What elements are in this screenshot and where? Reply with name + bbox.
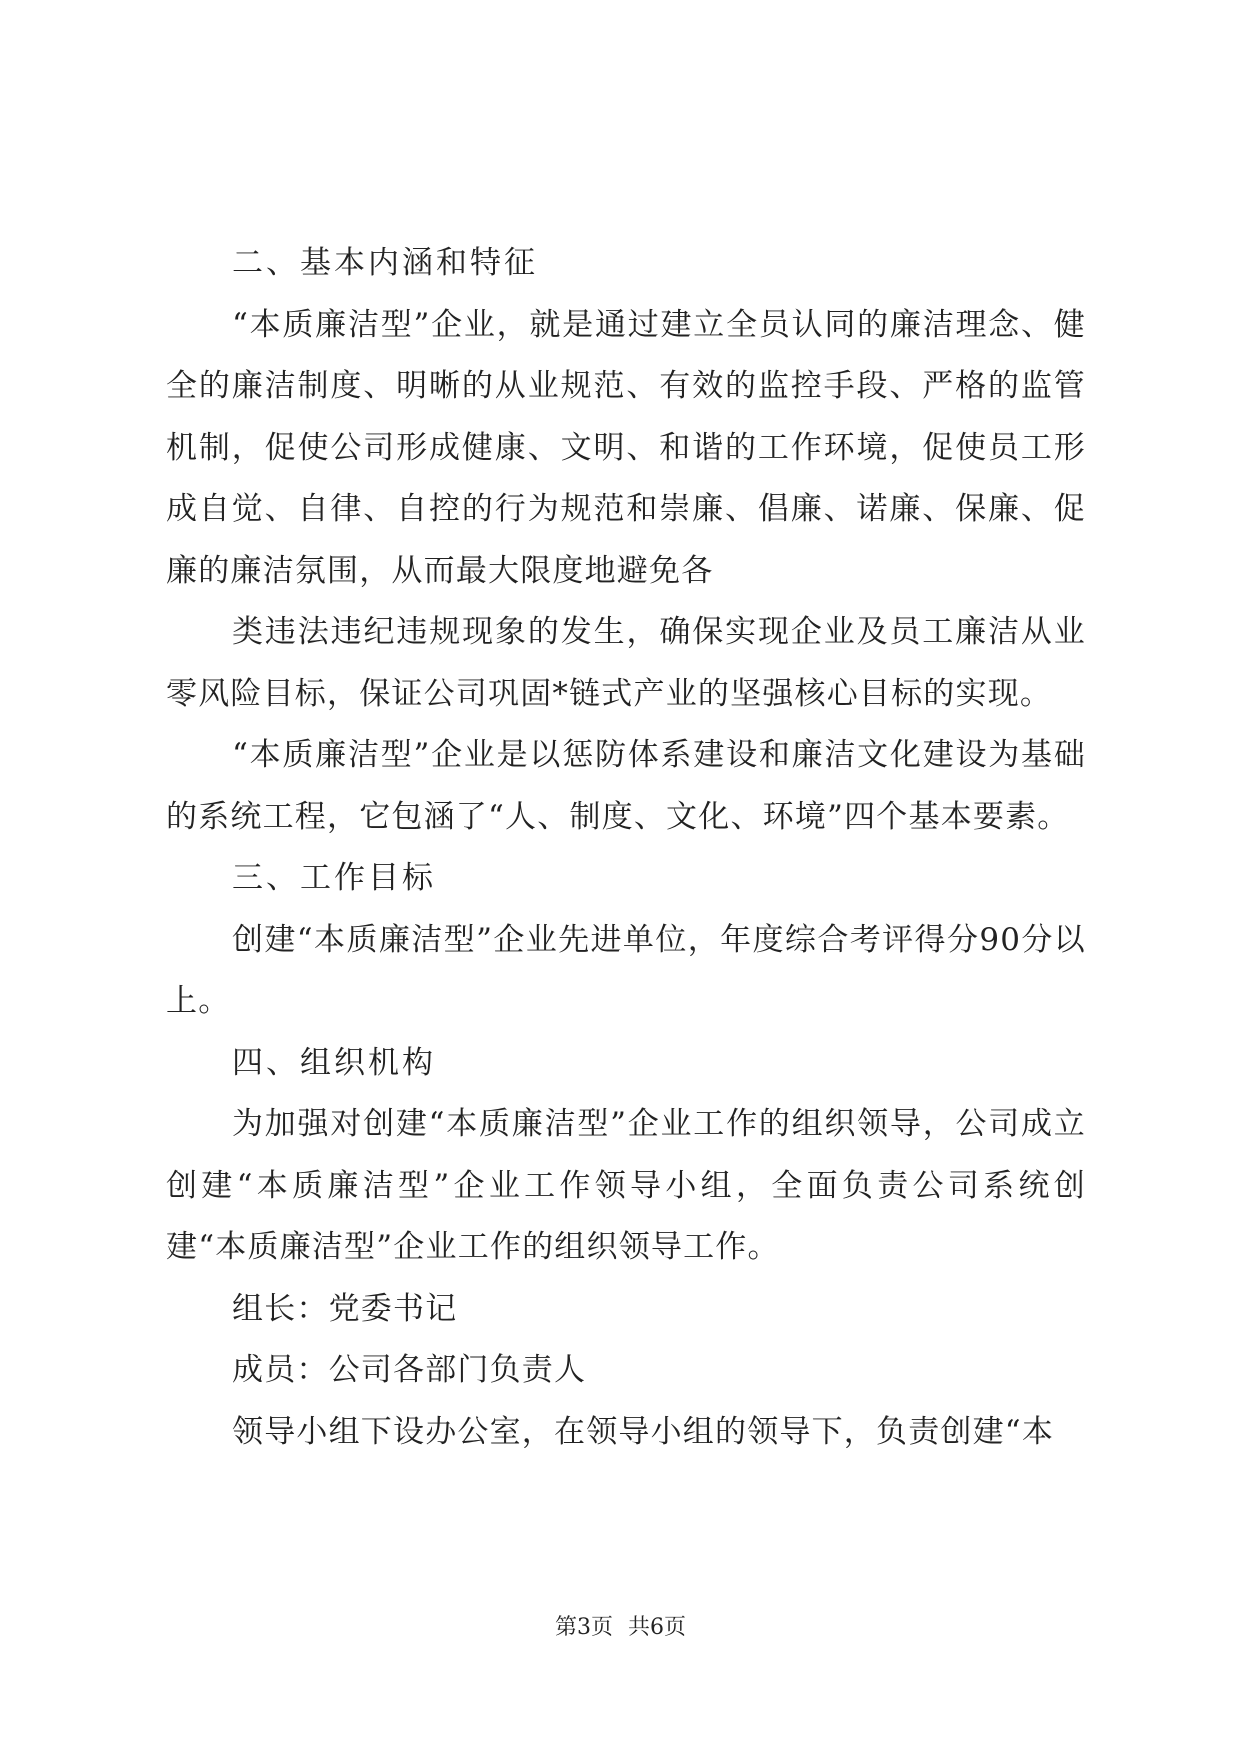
section-heading-organization: 四、组织机构 (232, 1044, 436, 1081)
paragraph-organization: 为加强对创建“本质廉洁型”企业工作的组织领导，公司成立创建“本质廉洁型”企业工作领导小组，全面负责公司系统创建“本质廉洁型”企业工作的组织领导工作。 (166, 1106, 1086, 1265)
paragraph-work-goal: 创建“本质廉洁型”企业先进单位，年度综合考评得分90分以上。 (166, 921, 1086, 1019)
page-total: 共6页 (628, 1615, 686, 1640)
page-number: 第3页 (555, 1615, 613, 1640)
paragraph-group-leader: 组长：党委书记 (232, 1290, 458, 1327)
section-heading-work-goal: 三、工作目标 (232, 860, 436, 896)
paragraph-system-engineering: “本质廉洁型”企业是以惩防体系建设和廉洁文化建设为基础的系统工程，它包涵了“人、制度、文化、环境”四个基本要素。 (166, 737, 1086, 835)
paragraph-objective: 类违法违纪违规现象的发生，确保实现企业及员工廉洁从业零风险目标，保证公司巩固*链式产业的坚强核心目标的实现。 (166, 614, 1086, 712)
paragraph-group-members: 成员：公司各部门负责人 (232, 1352, 587, 1388)
paragraph-office: 领导小组下设办公室，在领导小组的领导下，负责创建“本 (232, 1413, 1055, 1450)
page-footer (0, 1610, 1241, 1641)
section-heading-basic-connotation: 二、基本内涵和特征 (232, 245, 538, 281)
paragraph-definition: “本质廉洁型”企业，就是通过建立全员认同的廉洁理念、健全的廉洁制度、明晰的从业规范、有效的监控手段、严格的监管机制，促使公司形成健康、文明、和谐的工作环境，促使员工形成自觉、自律、自控的行为规范和崇廉、倡廉、诺廉、保廉、促廉的廉洁氛围，从而最大限度地避免各 (166, 306, 1086, 589)
document-body (166, 233, 1086, 1463)
